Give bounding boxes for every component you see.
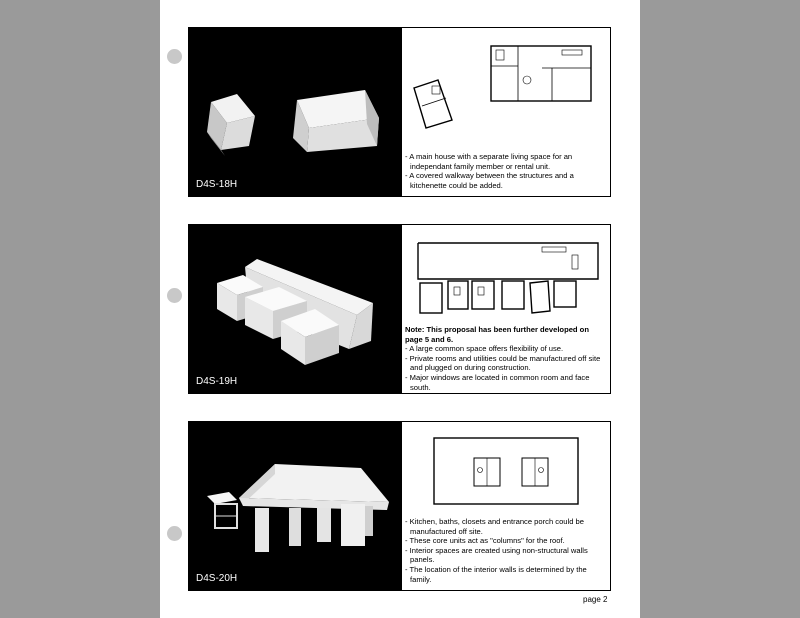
bullet: - These core units act as "columns" for the roof. [405,536,565,546]
bullet: - Major windows are located in common room and face south. [405,372,590,392]
proposal-panel-20h [188,421,611,591]
plan-description [401,422,610,590]
bullet: - Kitchen, baths, closets and entrance porch could be manufactured off site. [405,517,584,536]
binder-hole [167,526,182,541]
model-photo [189,28,401,196]
description-text [405,325,606,392]
page-number: page 2 [583,595,608,604]
plan-description [401,28,610,196]
bullet: - A large common space offers flexibility of use. [405,344,564,354]
bullet: - The location of the interior walls is determined by the family. [405,564,587,584]
house-model-illustration [189,225,401,394]
model-code: D4S-19H [196,376,238,387]
floor-plan-drawing [402,225,611,325]
floor-plan-drawing [402,28,611,146]
bullet: - Interior spaces are created using non-structural walls panels. [405,545,588,565]
description-text [405,152,606,190]
binder-hole [167,49,182,64]
bullet: - Private rooms and utilities could be manufactured off site and plugged on during construction. [405,353,601,373]
model-code: D4S-18H [196,179,238,190]
house-model-illustration [189,28,401,197]
note-text: Note: This proposal has been further developed on page 5 and 6. [405,325,589,344]
model-photo [189,225,401,393]
floor-plan-drawing [402,422,611,518]
bullet: - A main house with a separate living space for an independant family member or rental unit. [405,152,573,171]
model-photo [189,422,401,590]
house-model-illustration [189,422,401,591]
binder-hole [167,288,182,303]
proposal-panel-19h [188,224,611,394]
bullet: - A covered walkway between the structures and a kitchenette could be added. [405,171,574,190]
model-code: D4S-20H [196,573,238,584]
plan-description [401,225,610,393]
description-text [405,517,606,584]
proposal-panel-18h [188,27,611,197]
